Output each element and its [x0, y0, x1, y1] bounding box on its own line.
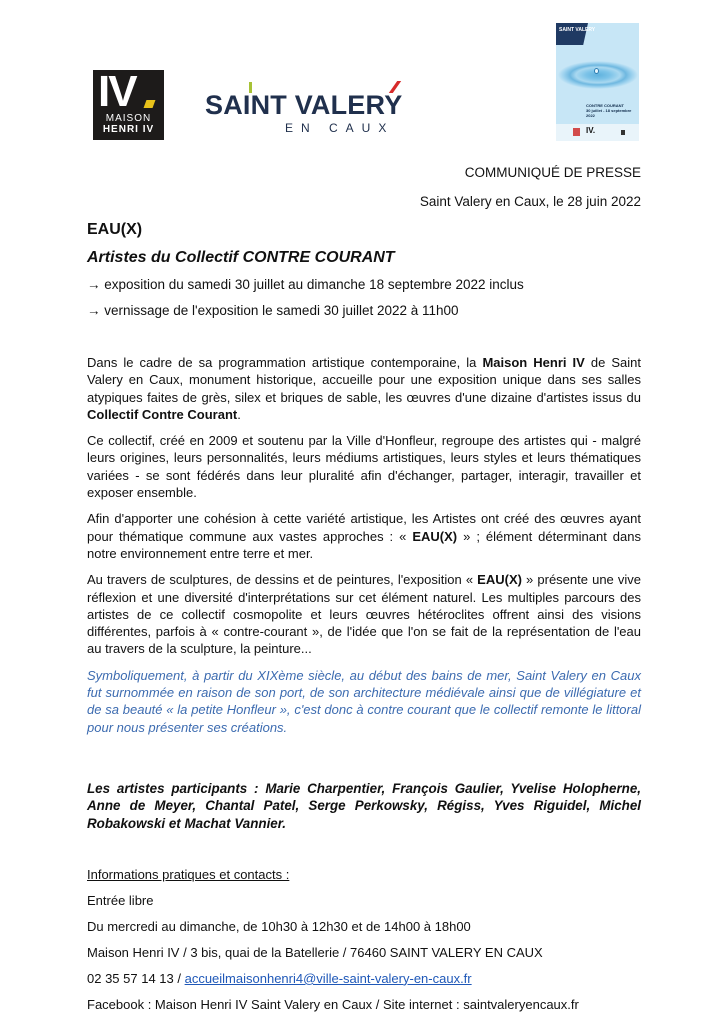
text: » présente une vive réflexion et une diversité d'interprétations sur cet élément naturel. Les multiples parcours des artistes de ce collectif cosmopolite et leurs œuvres hétéroclites offrent ainsi des visions différentes, parfois à « contre-courant », de l'idée que l'on se fait de la représentation de l'eau au travers de la sculpture, la peinture...: [87, 572, 641, 657]
poster-title: [586, 103, 636, 118]
poster-footer: [556, 124, 639, 141]
press-release-label: COMMUNIQUÉ DE PRESSE: [464, 165, 641, 180]
poster-qr-icon: [621, 130, 625, 135]
paragraph-theme: [87, 510, 641, 562]
opening-date: → vernissage de l'exposition le samedi 30 juillet 2022 à 11h00: [87, 303, 459, 318]
info-contact: [87, 971, 641, 987]
email-link[interactable]: accueilmaisonhenri4@ville-saint-valery-en-caux.fr: [184, 970, 472, 986]
logo-saint-valery-text: SAINT VALERY: [205, 90, 403, 120]
text: Dans le cadre de sa programmation artistique contemporaine, la: [87, 355, 483, 370]
info-entry: Entrée libre: [87, 892, 154, 908]
info-hours: Du mercredi au dimanche, de 10h30 à 12h30 et de 14h00 à 18h00: [87, 918, 471, 934]
poster-dates: 30 juillet - 18 septembre 2022: [586, 108, 632, 118]
page-subtitle: Artistes du Collectif CONTRE COURANT: [87, 249, 395, 266]
info-address: Maison Henri IV / 3 bis, quai de la Batellerie / 76460 SAINT VALERY EN CAUX: [87, 944, 543, 960]
exhibition-dates: → exposition du samedi 30 juillet au dimanche 18 septembre 2022 inclus: [87, 277, 524, 292]
artists-list: Les artistes participants : Marie Charpentier, François Gaulier, Yvelise Holopherne, Anne de Meyer, Chantal Patel, Serge Perkowsky, Régiss, Yves Riguidel, Michel Robakowski et Machat Vannier.: [87, 780, 641, 831]
bold-eaux: EAU(X): [477, 572, 522, 588]
text: de Saint Valery en Caux, monument historique, accueille pour une exposition unique dans ses salles atypiques faites de grès, silex et briques de sable, les œuvres d'une dizaine d'artistes issus du: [87, 355, 641, 405]
poster-flag-text: SAINT VALERY: [559, 27, 596, 33]
bold-collectif: Collectif Contre Courant: [87, 406, 238, 422]
text: » ; élément déterminant dans notre environnement entre terre et mer.: [87, 528, 641, 561]
info-web: Facebook : Maison Henri IV Saint Valery en Caux / Site internet : saintvaleryencaux.fr: [87, 996, 579, 1012]
logo-roman-numeral: IV: [98, 70, 136, 116]
poster-partner-logo: [573, 128, 580, 136]
page-title: EAU(X): [87, 221, 143, 238]
bold-maison-henri-iv: Maison Henri IV: [482, 355, 585, 370]
document-body: [87, 220, 641, 1013]
logo-line-maison: MAISON: [105, 113, 152, 124]
paragraph-collectif: Ce collectif, créé en 2009 et soutenu par la Ville d'Honfleur, regroupe des artistes qui - malgré leurs origines, leurs personnalités, leurs médiums artistiques, leurs styles et leurs thématiques variées - se sont fédérés dans leur pluralité afin d'échanger, partager, interagir, travailler et exposer ensemble.: [87, 433, 641, 501]
text: Afin d'apporter une cohésion à cette variété artistique, les Artistes ont créé des œuvres ayant pour thématique commune aux vastes approches : «: [87, 511, 641, 544]
saint-valery-logo: [205, 78, 405, 138]
info-heading: Informations pratiques et contacts :: [87, 866, 290, 882]
text: .: [237, 406, 241, 422]
bold-eaux: EAU(X): [412, 528, 458, 544]
exhibition-poster-thumbnail: [556, 23, 639, 141]
poster-iv-logo: IV.: [586, 126, 596, 135]
water-drop-icon: [594, 68, 599, 74]
paragraph-exhibition: [87, 571, 641, 657]
phone-number: 02 35 57 14 13 /: [87, 970, 185, 986]
paragraph-intro: [87, 354, 641, 423]
logo-en-caux-text: EN CAUX: [285, 121, 395, 135]
logo-line-henri: HENRI IV: [102, 124, 155, 135]
dateline: Saint Valery en Caux, le 28 juin 2022: [419, 194, 641, 209]
poster-title-text: CONTRE COURANT: [586, 103, 624, 108]
logo-accent-mark: [144, 100, 156, 108]
paragraph-symbolic: Symboliquement, à partir du XIXème siècle, au début des bains de mer, Saint Valery en Caux fut surnommée en raison de son port, de son architecture médiévale ainsi que de villégiature et de sa beauté « la petite Honfleur », c'est donc à contre courant que le collectif remonte le littoral pour nous présenter ses créations.: [87, 667, 641, 735]
text: Au travers de sculptures, de dessins et de peintures, l'exposition «: [87, 572, 478, 588]
maison-henri-iv-logo: [93, 70, 164, 140]
